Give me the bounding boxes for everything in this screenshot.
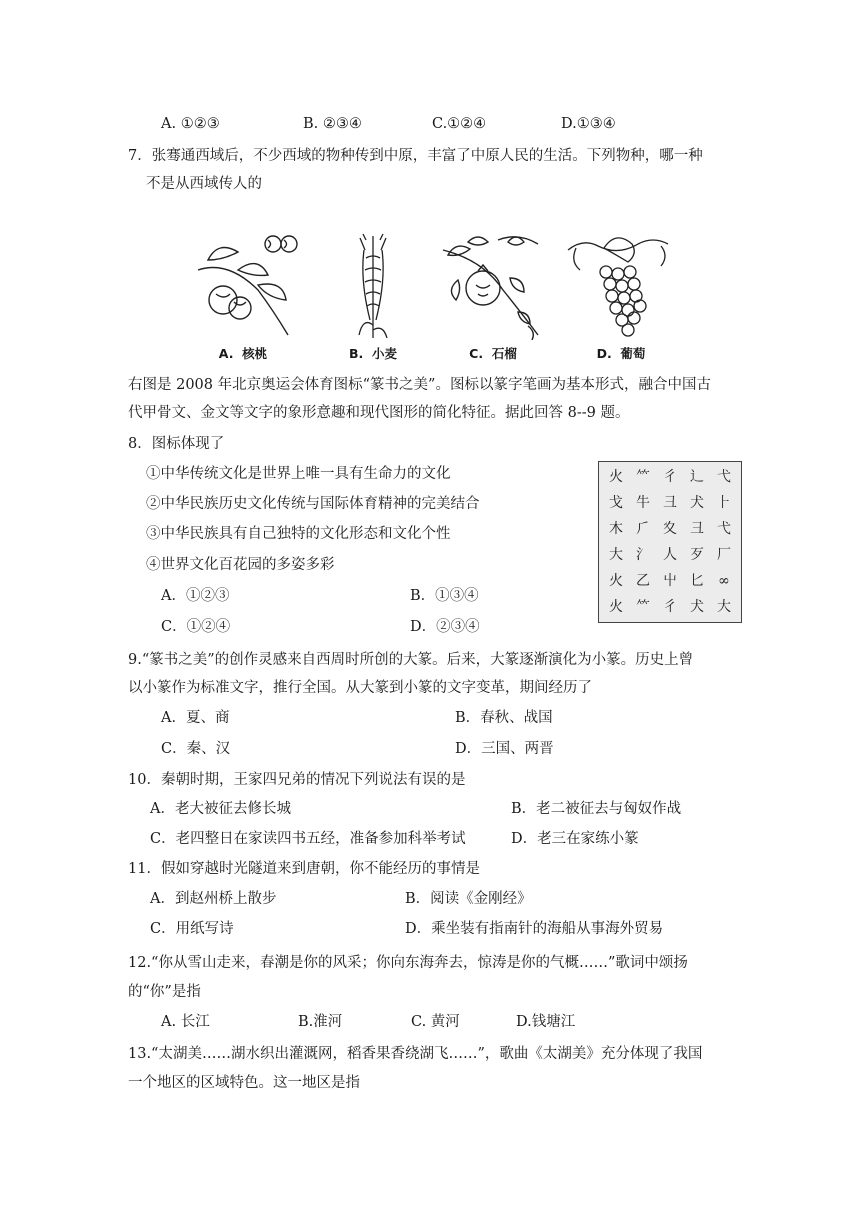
q10-option-a: A．老大被征去修长城 (150, 801, 291, 817)
q7-stem-line2: 不是从西域传人的 (146, 176, 262, 192)
pomegranate-figure (438, 230, 548, 370)
wheat-drawing (318, 230, 428, 340)
q11-option-b: B．阅读《金刚经》 (405, 891, 532, 907)
q7-figure-row (188, 230, 688, 370)
q9-stem-line2: 以小篆作为标准文字，推行全国。从大篆到小篆的文字变革，期间经历了 (128, 680, 592, 696)
q8-item-2: ②中华民族历史文化传统与国际体育精神的完美结合 (146, 496, 480, 512)
q8-option-a: A．①②③ (161, 588, 230, 604)
pomegranate-drawing (438, 230, 548, 340)
q6-option-d: D.①③④ (561, 116, 616, 132)
q7-stem-line1: 7．张骞通西域后，不少西域的物种传到中原，丰富了中原人民的生活。下列物种，哪一种 (128, 148, 703, 164)
grape-figure (566, 230, 676, 370)
q8-item-1: ①中华传统文化是世界上唯一具有生命力的文化 (146, 466, 451, 482)
q8-stem: 8．图标体现了 (128, 436, 225, 452)
q6-option-a: A. ①②③ (161, 116, 220, 132)
q12-stem-line1: 12.“你从雪山走来，春潮是你的风采；你向东海奔去，惊涛是你的气概……”歌词中颂扬 (128, 955, 688, 971)
q12-stem-line2: 的“你”是指 (128, 984, 201, 1000)
q9-option-c: C．秦、汉 (161, 741, 231, 757)
figure-d-caption: D. 葡萄 (596, 346, 646, 361)
q13-stem-line2: 一个地区的区域特色。这一地区是指 (128, 1075, 360, 1091)
q10-option-b: B．老二被征去与匈奴作战 (511, 801, 682, 817)
q9-option-b: B．春秋、战国 (455, 710, 553, 726)
figure-c-caption: C. 石榴 (469, 346, 517, 361)
q12-option-c: C. 黄河 (411, 1014, 460, 1030)
q9-option-a: A．夏、商 (161, 710, 230, 726)
figure-b-caption: B. 小麦 (348, 346, 397, 361)
q8-option-b: B．①③④ (410, 588, 479, 604)
q12-option-d: D.钱塘江 (516, 1014, 576, 1030)
figure-a-caption: A. 核桃 (218, 346, 268, 361)
q11-stem: 11．假如穿越时光隧道来到唐朝，你不能经历的事情是 (128, 861, 480, 877)
q6-option-c: C.①②④ (432, 116, 487, 132)
intro-line1: 右图是 2008 年北京奥运会体育图标“篆书之美”。图标以篆字笔画为基本形式，融合中国古 (128, 377, 711, 393)
q8-option-d: D．②③④ (410, 619, 480, 635)
q10-stem: 10．秦朝时期，王家四兄弟的情况下列说法有误的是 (128, 772, 466, 788)
q8-option-c: C．①②④ (161, 619, 231, 635)
walnut-figure (188, 230, 298, 370)
olympic-pictogram-image: ⽕ ⺮ ⼻ ⻌ ⼷ ⼽ ⽜ ⼹ ⽝ ⺊ ⽊ ⺁ ⼢ ⼹ ⼷ ⼤ ⺡ ⼈ ⽍ ⼚ ⽕ ⼄ ⼬ ⼔ ∞ ⽕ ⺮ ⼻ ⽝ ⼤ (598, 461, 742, 623)
q9-option-d: D．三国、两晋 (455, 741, 554, 757)
q11-option-d: D．乘坐装有指南针的海船从事海外贸易 (405, 921, 664, 937)
q10-option-c: C．老四整日在家读四书五经，准备参加科举考试 (150, 831, 466, 847)
q12-option-a: A. 长江 (161, 1014, 210, 1030)
walnut-drawing (188, 230, 298, 340)
q11-option-c: C．用纸写诗 (150, 921, 234, 937)
intro-line2: 代甲骨文、金文等文字的象形意趣和现代图形的简化特征。据此回答 8--9 题。 (128, 405, 630, 421)
q12-option-b: B.淮河 (298, 1014, 343, 1030)
q13-stem-line1: 13.“太湖美……湖水织出灌溉网，稻香果香绕湖飞……”，歌曲《太湖美》充分体现了我国 (128, 1046, 703, 1062)
q9-stem-line1: 9.“篆书之美”的创作灵感来自西周时所创的大篆。后来，大篆逐渐演化为小篆。历史上曾 (128, 652, 694, 668)
wheat-figure (318, 230, 428, 370)
q11-option-a: A．到赵州桥上散步 (150, 891, 277, 907)
q6-option-b: B. ②③④ (303, 116, 362, 132)
grape-drawing (566, 230, 676, 340)
q10-option-d: D．老三在家练小篆 (511, 831, 639, 847)
q8-item-4: ④世界文化百花园的多姿多彩 (146, 557, 335, 573)
q8-item-3: ③中华民族具有自己独特的文化形态和文化个性 (146, 526, 451, 542)
